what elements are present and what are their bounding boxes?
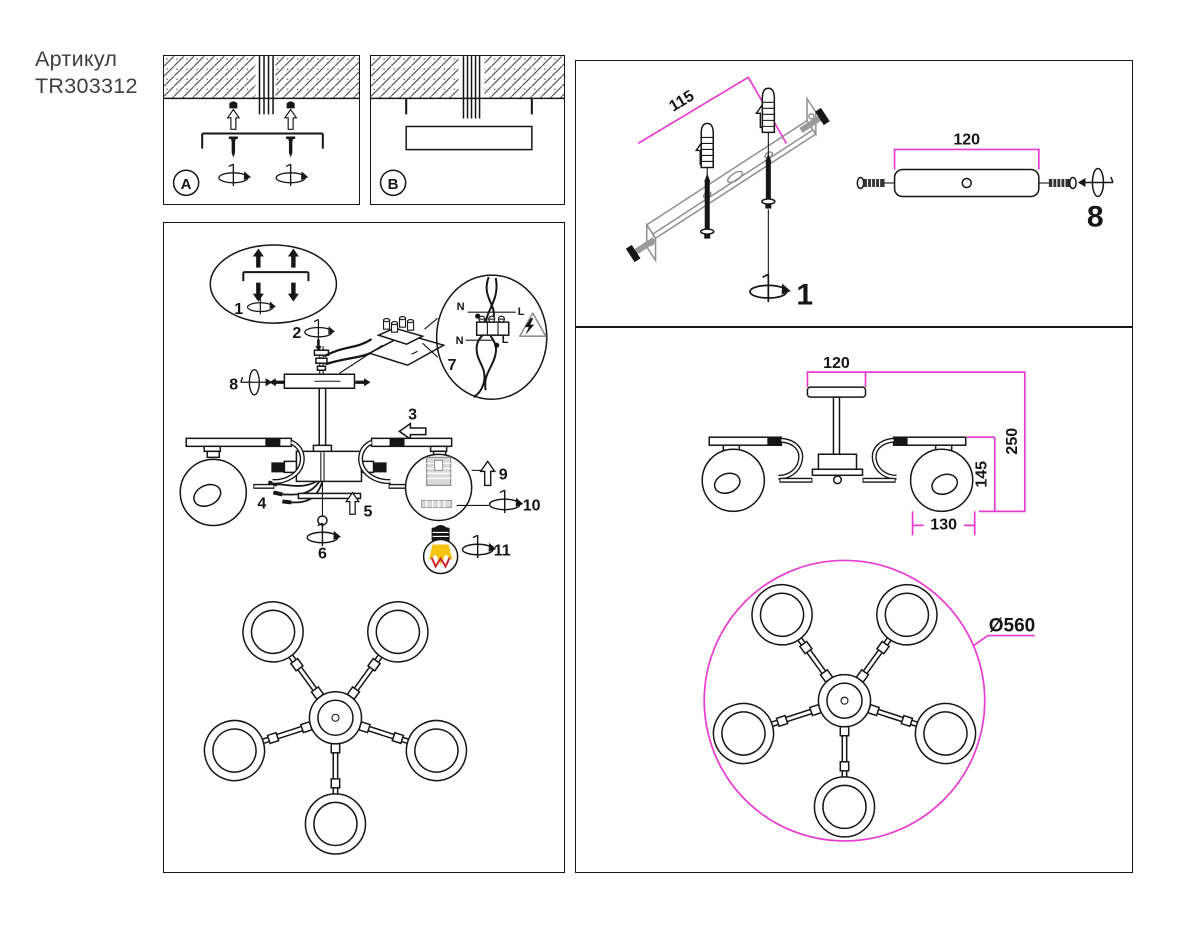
wiring-callout bbox=[437, 275, 547, 399]
bracket-mounting-drawing bbox=[576, 61, 1132, 326]
wire-l-bottom: L bbox=[501, 334, 509, 347]
light-bulb bbox=[424, 525, 458, 574]
rotation-icon bbox=[248, 295, 276, 314]
step-bracket-label: 1 bbox=[796, 278, 814, 312]
rotation-icon bbox=[489, 490, 523, 513]
glass-shade bbox=[702, 449, 764, 511]
screw-icon bbox=[286, 137, 295, 158]
article-block bbox=[35, 46, 138, 100]
chandelier-top-view bbox=[706, 573, 984, 837]
chandelier-side-view bbox=[702, 387, 972, 511]
wall-plug bbox=[701, 123, 713, 167]
article-label: Артикул bbox=[35, 47, 118, 71]
rotation-icon bbox=[1078, 168, 1113, 196]
rotation-icon bbox=[241, 370, 273, 395]
dim-canopy-width: 120 bbox=[823, 354, 850, 373]
assembly-steps-panel bbox=[163, 222, 565, 873]
step8-label: 8 bbox=[229, 375, 239, 394]
threaded-nipple bbox=[314, 346, 328, 375]
step2-label: 2 bbox=[292, 324, 302, 343]
wall-plug bbox=[762, 88, 774, 132]
rotation-icon bbox=[219, 164, 251, 186]
panel-a-drawing bbox=[164, 56, 359, 204]
rotation-icon bbox=[305, 319, 335, 339]
dim-120: 120 bbox=[953, 130, 981, 149]
left-arm bbox=[180, 438, 302, 525]
step5-label: 5 bbox=[363, 502, 373, 521]
push-right-arrow bbox=[355, 378, 370, 386]
wire-n-top: N bbox=[456, 301, 465, 314]
panel-b-canopy-mount bbox=[370, 55, 565, 205]
chandelier-top-view bbox=[197, 590, 475, 854]
step10-label: 10 bbox=[522, 496, 541, 515]
anchor-plug-right bbox=[285, 101, 297, 129]
step6-label: 6 bbox=[317, 544, 327, 563]
rotation-icon bbox=[750, 274, 791, 302]
step4-label: 4 bbox=[257, 494, 267, 513]
mounting-bracket bbox=[202, 134, 323, 149]
article-code: TR303312 bbox=[35, 73, 138, 98]
right-arm bbox=[361, 438, 472, 520]
rotation-icon bbox=[462, 535, 496, 558]
step7-label: 7 bbox=[447, 356, 457, 375]
screw-icon bbox=[229, 137, 238, 158]
rotation-icon bbox=[276, 164, 308, 186]
dimensions-drawing bbox=[576, 328, 1132, 872]
dim-120-lines bbox=[895, 149, 1039, 169]
dim-overall-diameter: Ø560 bbox=[988, 615, 1036, 637]
diameter-leader bbox=[974, 636, 1035, 646]
side-screw-left bbox=[857, 177, 894, 188]
push-left-arrow bbox=[269, 378, 284, 386]
dim-115: 115 bbox=[665, 86, 698, 116]
step3-label: 3 bbox=[408, 405, 418, 424]
panel-a-ceiling-mount bbox=[163, 55, 360, 205]
glass-shade bbox=[911, 449, 973, 511]
dimensions-panel bbox=[575, 327, 1133, 873]
dim-shade-height: 145 bbox=[972, 460, 991, 488]
glass-shade bbox=[180, 459, 246, 525]
hub-wires bbox=[268, 481, 322, 502]
step1-label: 1 bbox=[234, 300, 244, 319]
canopy-bar bbox=[895, 169, 1039, 196]
wire-l-top: L bbox=[517, 306, 525, 319]
step11-label: 11 bbox=[493, 541, 511, 560]
assembly-drawing bbox=[164, 223, 564, 872]
panel-b-letter: B bbox=[387, 175, 399, 193]
panel-b-drawing bbox=[371, 56, 564, 204]
step9-label: 9 bbox=[498, 465, 508, 484]
step-canopy-label: 8 bbox=[1086, 200, 1104, 234]
mains-wire bbox=[324, 339, 371, 356]
step1-callout bbox=[210, 245, 336, 323]
insert-left-arrow bbox=[399, 424, 425, 439]
dim-overall-height: 250 bbox=[1002, 427, 1021, 455]
dim-shade-width: 130 bbox=[930, 515, 958, 534]
panel-a-letter: A bbox=[180, 175, 192, 193]
canopy-plate bbox=[406, 126, 532, 149]
side-screw-right bbox=[1039, 177, 1076, 188]
screw-tips bbox=[406, 98, 532, 114]
down-arrow-icon bbox=[315, 339, 322, 350]
downrod bbox=[319, 388, 325, 451]
lamp-socket bbox=[427, 457, 451, 485]
bracket-mounting-panel bbox=[575, 60, 1133, 327]
rotation-icon bbox=[307, 523, 341, 546]
anchor-plug-left bbox=[228, 101, 240, 129]
up-arrow-icon bbox=[481, 461, 495, 485]
wire-n-bottom: N bbox=[455, 335, 464, 348]
